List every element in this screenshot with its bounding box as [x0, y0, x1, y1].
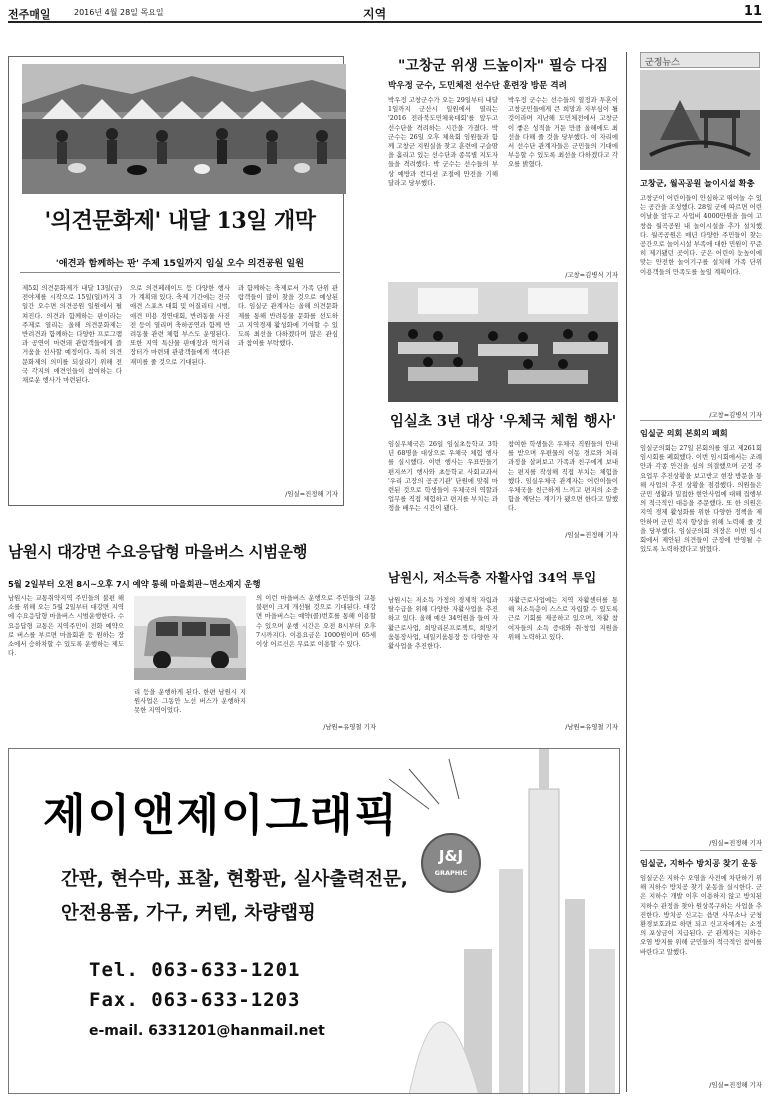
right-headline-1: 고창군, 월곡공원 놀이시설 확충 — [640, 178, 755, 188]
gochang-subhead: 박우정 군수, 도민체전 선수단 훈련장 방문 격려 — [388, 81, 567, 91]
post-office-byline: /임실=진정해 기자 — [565, 531, 618, 539]
ad-company-name: 제이앤제이그래픽 — [43, 790, 400, 841]
main-subhead-rule — [20, 272, 340, 273]
post-office-event-image — [388, 282, 618, 402]
gochang-headline: "고창군 위생 드높이자" 필승 다짐 — [398, 58, 608, 74]
main-subhead: '애견과 함께하는 판' 주제 15일까지 임실 오수 의견공원 일원 — [55, 258, 305, 269]
right-rule-2 — [640, 850, 762, 851]
post-office-col-1: 임실우체국은 26일 임실초등학교 3학년 68명을 대상으로 우체국 체험 행사를 실시했다. 이번 행사는 우표만들기 편지쓰기 행사와 초등학교 사회교과서 '우리 고장의 공공기관' 단원에 맞춰 마련된 것으로 학생들이 우체국의 역할과 업무를 직접 체험하고 편지를 부치는 과정을 배우는 시간이 됐다. — [388, 440, 498, 513]
right-text-1: 고창군이 어린이들이 안심하고 뛰어놀 수 있는 공간을 조성했다. 28일 군에 따르면 어린이날을 앞두고 사업비 4000만원을 들여 고창읍 월곡공원 내 놀이시설을 추가 설치했다. 월곡공원은 매년 다양한 주민들이 찾는 공간으로 놀이시설 부족에 대한 민원이 꾸준히 제기됐던 곳이다. 군은 어린이 눈높이에 맞는 안전한 놀이기구를 설치해 가족 단위 이용객들의 만족도를 높일 계획이다. — [640, 194, 762, 276]
gochang-byline: /고창=김병식 기자 — [565, 271, 618, 279]
bus-col-1: 남원시는 교통취약지역 주민들의 불편 해소를 위해 오는 5월 2일부터 대강면 지역에 수요응답형 마을버스 시범운행한다. 수요응답형 교통은 지역주민이 전화 예약으로 버스를 부르면 마을회관 등 원하는 장소에서 승하차할 수 있도록 운행하는 제도다. — [8, 594, 124, 658]
gochang-col-2: 박우정 군수는 선수들의 열정과 투혼이 고창군민들에게 큰 희망과 자부심이 될 것이라며 지난해 도민체전에서 고창군이 좋은 성적을 거둔 만큼 올해에도 최선을 다해 줄 것을 당부했다. 이 자리에서 선수단 관계자들은 군민들의 기대에 부응할 수 있도록 최선을 다하겠다고 각오를 밝혔다. — [508, 96, 618, 169]
ad-logo-jj: J&J — [438, 847, 464, 865]
right-column-rule — [626, 52, 627, 1092]
right-text-2: 임실군의회는 27일 본회의를 열고 제261회 임시회를 폐회했다. 이번 임시회에서는 조례안과 각종 안건을 심의 의결했으며 군정 주요업무 추진상황을 보고받고 현장 방문을 통해 사업의 추진 상황을 점검했다. 의원들은 군민 생활과 밀접한 현안사업에 대해 집행부의 적극적인 대응을 주문했다. 또 한 의원은 지역 경제 활성화를 위한 다양한 정책을 제안하며 군민 복지 향상을 위해 노력해 줄 것을 당부했다. 임실군의회 의장은 이번 임시회에서 제안된 의견들이 군정에 반영될 수 있도록 노력하겠다고 밝혔다. — [640, 444, 762, 554]
right-byline-2: /임실=진정해 기자 — [709, 839, 762, 847]
main-byline: /임실=진정해 기자 — [285, 490, 338, 498]
right-text-3: 임실군은 지하수 오염을 사전에 차단하기 위해 지하수 방치공 찾기 운동을 실시한다. 군은 지하수 개발 이후 이용하지 않고 방치된 지하수 관정을 찾아 원상복구하는 사업을 추진한다. 방치공 신고는 읍면 사무소나 군청 환경보호과로 하면 되고 신고자에게는 소정의 포상금이 지급된다. 군 관계자는 지하수 오염 방지를 위해 군민들의 적극적인 참여를 바란다고 말했다. — [640, 874, 762, 956]
bus-col-3: 의 이런 마을버스 운행으로 주민들의 교통 불편이 크게 개선될 것으로 기대된다. 대강면 마을버스는 예약(콜)번호를 통해 이용할 수 있으며 운행 시간은 오전 8시부터 오후 7시까지다. 이용요금은 1000원이며 65세 이상 어르신은 무료로 이용할 수 있다. — [256, 594, 376, 649]
main-col-1: 제5회 의견문화제가 내달 13일(금) 전야제를 시작으로 15일(일)까지 3일간 오수면 의견공원 일원에서 펼쳐진다. 의견과 함께하는 판이라는 주제로 열리는 올해 의견문화제는 반려견과 함께하는 다양한 프로그램과 공연이 마련돼 관람객들에게 즐거움을 선사할 예정이다. 특히 의견 문화제의 의미를 되살리기 위해 전국 각지의 애견인들이 참여하는 다채로운 행사가 마련된다. — [22, 284, 122, 385]
playground-image — [640, 70, 760, 170]
ad-tel: Tel. 063-633-1201 — [89, 959, 301, 981]
welfare-col-2: 자활근로사업에는 지역 자활센터를 통해 저소득층이 스스로 자립할 수 있도록 근로 기회를 제공하고 있으며, 자활 참여자들의 소득 증대와 취·창업 지원을 위해 노력하고 있다. — [508, 596, 618, 641]
gochang-col-1: 박우정 고창군수가 오는 29일부터 내달 1일까지 군산시 일원에서 열리는 '2016 전라북도민체육대회'를 앞두고 선수단을 격려하는 시간을 가졌다. 박 군수는 26일 오후 체육회 임원들과 함께 고창군 지원실을 찾고 훈련에 구슬땀을 흘리고 있는 선수단과 종목별 지도자들을 격려했다. 박 군수는 선수들의 부상 예방과 컨디션 조절에 만전을 기해 달라고 당부했다. — [388, 96, 498, 187]
ad-services-line-2: 안전용품, 가구, 커텐, 차량랩핑 — [61, 903, 316, 924]
gunjeong-logo-text: 군정뉴스 — [645, 58, 680, 68]
bus-caption: 리 등을 운행하게 된다. 한편 남원시 지원사업은 그동안 노선 버스가 운행하지 못한 지역이었다. — [134, 688, 246, 715]
masthead — [8, 3, 762, 21]
post-office-col-2: 참여한 학생들은 우체국 직원들의 안내를 받으며 우편물의 이동 경로와 처리 과정을 살펴보고 가족과 친구에게 보내는 편지를 작성해 직접 부치는 체험을 했다. 임실우체국 관계자는 어린이들이 우체국을 친근하게 느끼고 편지의 소중함을 깨닫는 계기가 됐으면 한다고 말했다. — [508, 440, 618, 513]
ad-fax: Fax. 063-633-1203 — [89, 989, 301, 1011]
welfare-col-1: 남원시는 저소득 가정의 경제적 자립과 탈수급을 위해 다양한 자활사업을 추진하고 있다. 올해 예산 34억원을 들여 자활근로사업, 희망리본프로젝트, 희망키움통장사업, 내일키움통장 등 다양한 자활사업을 추진한다. — [388, 596, 498, 651]
classroom-photo — [388, 282, 618, 402]
bus-headline: 남원시 대강면 수요응답형 마을버스 시범운행 — [8, 542, 308, 561]
ad-logo — [421, 833, 481, 893]
main-col-2: 으로 의견페레이드 등 다양한 행사가 계획돼 있다. 축제 기간에는 전국 애견 스포츠 대회 및 어질리티 시범, 애견 미용 경연대회, 반려동물 사진전 등이 열리며 축하공연과 함께 반려동물 관련 체험 부스도 운영된다. 또한 지역 특산물 판매장과 먹거리 장터가 마련돼 관광객들에게 색다른 재미를 줄 것으로 기대된다. — [130, 284, 230, 366]
right-byline-1: /고창=김병식 기자 — [709, 411, 762, 419]
ad-logo-graphic: GRAPHIC — [434, 869, 468, 877]
gunjeong-logo — [640, 52, 760, 68]
paper-name: 전주매일 — [8, 8, 51, 21]
header-rule — [8, 21, 762, 23]
main-photo — [22, 64, 346, 194]
dog-show-image — [22, 64, 346, 194]
ad-email: e-mail. 6331201@hanmail.net — [89, 1023, 325, 1039]
right-headline-2: 임실군 의회 본회의 폐회 — [640, 428, 728, 438]
bus-byline: /남원=유영철 기자 — [323, 723, 376, 731]
welfare-headline: 남원시, 저소득층 자활사업 34억 투입 — [388, 570, 597, 585]
playground-photo — [640, 70, 760, 170]
right-headline-3: 임실군, 지하수 방치공 찾기 운동 — [640, 858, 758, 868]
advertisement — [8, 748, 620, 1094]
right-byline-3: /임실=진정해 기자 — [709, 1081, 762, 1089]
bus-photo — [134, 596, 246, 680]
page-number: 11 — [743, 4, 762, 19]
main-headline: '의견문화제' 내달 13일 개막 — [44, 208, 316, 234]
post-office-headline: 임실초 3년 대상 '우체국 체험 행사' — [389, 413, 617, 430]
main-col-3: 과 함께하는 축제로서 가족 단위 관람객들이 많이 찾을 것으로 예상된다. 임실군 관계자는 올해 의견문화제를 통해 반려동물 문화를 선도하고 지역경제 활성화에 기여할 수 있도록 최선을 다하겠다며 많은 관심과 참여를 부탁했다. — [238, 284, 338, 348]
welfare-byline: /남원=유영철 기자 — [565, 723, 618, 731]
bus-subhead: 5월 2일부터 오전 8시~오후 7시 예약 통해 마을회관~면소재지 운행 — [8, 579, 261, 589]
ad-services-line-1: 간판, 현수막, 표찰, 현황판, 실사출력전문, — [61, 869, 408, 890]
issue-date: 2016년 4월 28일 목요일 — [74, 8, 164, 17]
right-rule-1 — [640, 420, 762, 421]
section-name: 지역 — [363, 7, 387, 21]
minibus-image — [134, 596, 246, 680]
